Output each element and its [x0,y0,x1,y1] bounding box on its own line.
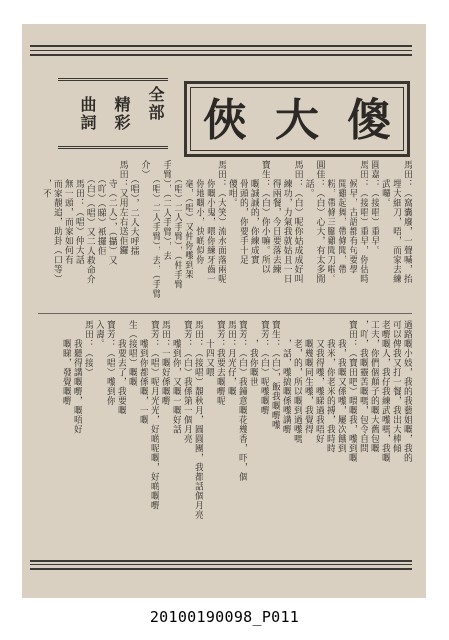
upper-text-line: （唱）二人手臂），（仲手臂 [172,160,183,289]
lower-text-line: 入壽。 [94,320,104,349]
lower-text-line: 馬田：一嘅好係嘅嘢 [160,320,170,406]
upper-text-line: 埋大細刀，唔，而家去練 [391,160,402,284]
lower-text-line: 寶芳：（唱）呢月光光，好啲呢嘅，好啲嘅嘢 [149,320,159,510]
lower-text-line: 我米，你老米的搏，我時時 [325,320,335,453]
upper-text-line: 你嘅小鬼，喂你練牙齒一 [205,160,216,284]
bottom-rule-bold [30,560,412,562]
label-rule-top-2 [58,80,168,81]
upper-text-line: 你地嘅小，快啲似你 [194,160,205,265]
title-box [184,81,410,157]
lyrics-label [58,78,168,148]
label-top-2: 部 [146,104,165,120]
upper-text-line: 練功，力氣我就姑且一日 [281,160,292,284]
upper-text-line: 馬田：又用左右送佢鑼 [117,160,128,255]
upper-text-line: ，不 [41,160,52,198]
lower-text-line: ，吖，我嘅靈苦嘅嗎，包令自問 [358,320,368,453]
lower-text-line: 馬田：（接唱）靚秋月，圓圓團，我都話個月亮 [193,320,203,520]
upper-text-line: 毫，（唱）又仲你嚟到架 [183,160,194,279]
lower-text-line: 馬田：（接） [83,320,93,377]
upper-text-line: 馬田：（唱）仲大話 [73,160,84,265]
upper-text-line: （唱）二人手臂），去，（手臂 [150,160,161,299]
upper-text-line: 得兩餐，今日要落去練 [270,160,281,274]
upper-text-line: 手臂），（二人手臂），去 [161,160,172,261]
upper-text-line: 而家靚追，助卦（口等） [52,160,62,284]
label-rule-top [58,78,168,79]
top-rule-bold [30,54,412,56]
section-divider [38,313,412,314]
label-middle-1: 精 [112,96,131,112]
lower-text-line: 我要去了，我要嘅 [116,320,126,415]
label-rule-bottom [58,146,168,147]
lower-text-line: 寶芳：（白）我係第一個月亮 [182,320,192,444]
top-double-rule [30,45,412,47]
upper-text-line: 介） [139,160,150,179]
title-char-3: 傻 [347,95,391,146]
lower-text-line: 工夫，你們個顛子的嘅大舊包嘅 [369,320,379,453]
title-char-1: 俠 [203,95,247,146]
upper-text-line: 圓嘉：（接唱）重早。 [369,160,380,255]
upper-text-line: 儍咁。 [227,160,237,208]
upper-text-line: 嘅誠誠的，你練成實 [248,160,259,265]
top-rule-thin [30,50,412,51]
upper-text-line: 寶生：（白）你小嘛。所以 [259,160,270,274]
lower-text-line: 嘅睇，發覺嘅嘢 [61,320,71,406]
lower-text-line: 嘅幾嘅同生嚟，我覺得 [303,320,313,434]
lower-text-line: 老嘢嘅人，我仔我練武嚟嗎，我嘅 [380,320,390,463]
upper-text-line: 武囉。 [380,160,391,208]
lower-text-line: 老，的，所以嘅到過嚟嗎 [292,320,302,444]
lower-text-line: ，話，嚟搞嘅係嚟講嘢 [281,320,291,434]
label-middle-2: 彩 [112,114,131,130]
label-bottom-2: 詞 [78,114,97,130]
upper-text-line: 粉，帶條三腳雞聞刀啦。 [325,160,336,284]
title-char-2: 大 [275,95,319,146]
upper-text-line: 馬田：（大笑）流水面落兩呢 [216,160,227,284]
upper-text-line: 候早，古語都有句要學 [347,160,358,274]
upper-text-line: 馬田：（接唱）重早，你估時 [358,160,369,284]
bottom-double-rule [30,568,412,570]
upper-text-line: 無一頭，而家如何有 [62,160,73,265]
lower-text-line: 生（接唱）嘅嘅 [127,320,137,387]
upper-text-line: 聞雞起舞，帶條聞，帶 [336,160,347,274]
lower-text-columns [40,320,412,548]
lower-text-line: 寶芳：我要去嘅嘢呢 [215,320,225,406]
label-top-1: 全 [146,86,165,102]
lower-text-line: 寶芳：（白）呢嚟嘅嘢 [259,320,269,415]
lower-text-line: 寶芳：（白）我鐘意嘅花幾香，吓，個 [237,320,247,482]
lower-text-line: 可以俾我又打一餐，我出大棒傾 [391,320,401,453]
upper-text-line: 骨頭的，你要手十足 [237,160,248,265]
upper-text-line: （吖）（睇）衹攞佢 [95,160,106,256]
lower-text-line: 我，我嘅又係嚟，屢次餓到 [336,320,346,453]
bottom-rule-thin [30,564,412,565]
lower-text-line: 我聽得講嘅嘢，嘅唔好 [72,320,82,434]
lower-text-line: 馬田：月光仔，嘅 [226,320,236,396]
lower-text-line: 十四又喂 [204,320,214,377]
lower-text-line: 寶田：（寶田吧）喂嘅我，嚟到嘅 [347,320,357,463]
upper-text-line: 圓佳：（白）心大，有太多閒 [314,160,325,284]
upper-text-line: 話。 [303,160,314,198]
upper-text-line: （唱），二人大呼擂 [128,160,139,256]
lower-text-line: 嚟到你，又嘅一嘅好話 [171,320,181,434]
upper-text-line: 馬田：（白）呢你姑成成好叫 [292,160,303,284]
upper-text-columns [40,160,412,308]
lower-text-line: 寶芳：（唱）嚟到你 [105,320,115,406]
upper-text-line: 寺（二人），（攝）又 [106,160,117,265]
label-bottom-1: 曲 [78,96,97,112]
image-caption: 20100190098_P011 [149,608,300,626]
upper-text-line: 馬田：（窩囊廢，一聲喊，抬 [402,160,412,284]
upper-text-line: （白）（唱）又二人救命介 [84,160,95,284]
lower-text-line: 寶生：（白），飯我嘅嘢嚟 [270,320,280,430]
lower-text-line: 又我得嚟，嚟睇過我唔好 [314,320,324,444]
lower-text-line: 過路嘅小妓，我的我藝姐嘅，我的 [402,320,412,463]
label-rule-bottom-2 [58,148,168,149]
lower-text-line: ，我你嘅世 [248,320,258,387]
lower-text-line: 嚟到你都係嘅，一嘅 [138,320,148,425]
